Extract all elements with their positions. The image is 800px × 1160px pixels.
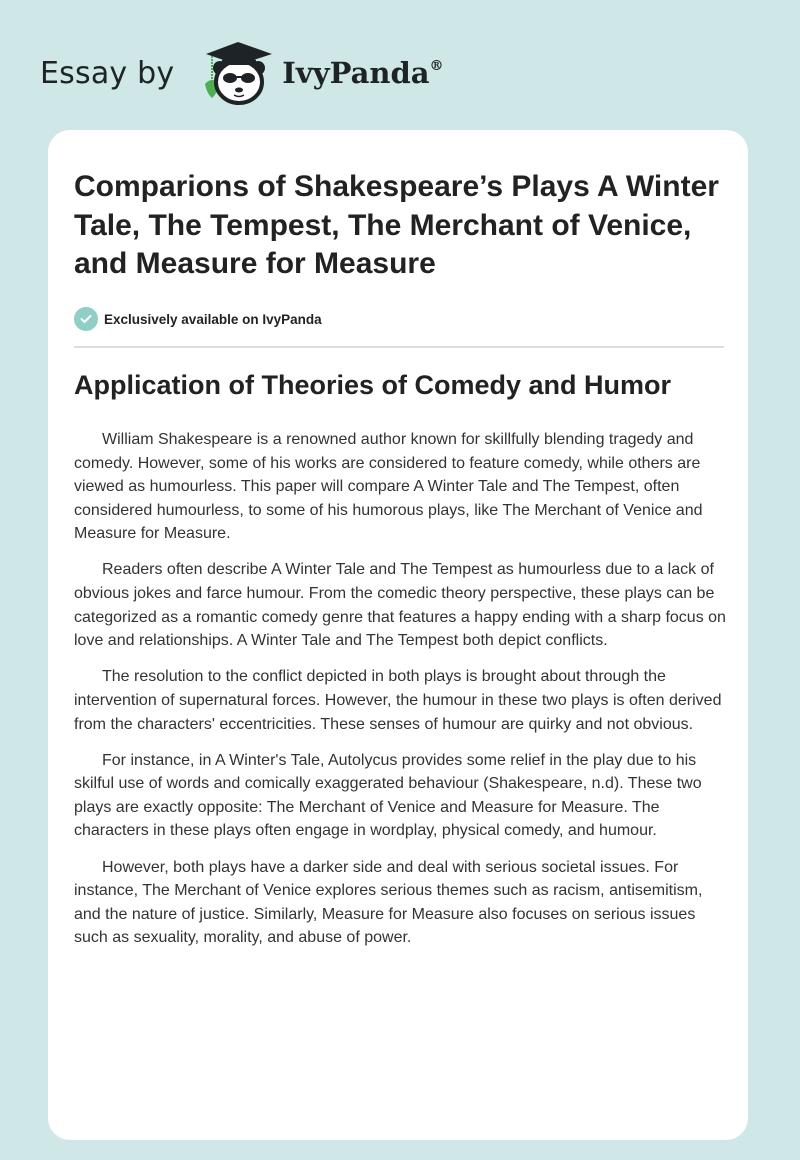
badge-label: Exclusively available on IvyPanda — [104, 311, 322, 327]
essay-title: Comparions of Shakespeare’s Plays A Winter Tale, The Tempest, The Merchant of Venice, and Measure for Measure — [74, 170, 719, 280]
section-heading: Application of Theories of Comedy and Humor — [74, 370, 672, 400]
brand-name[interactable] — [282, 56, 443, 90]
paragraph: However, both plays have a darker side and deal with serious societal issues. For instance, The Merchant of Venice explores serious themes such as racism, antisemitism, and the nature of justice. Similarly, Measure for Measure also focuses on serious issues such as sexuality, morality, and abuse of power. — [74, 858, 703, 947]
registered-mark: ® — [429, 58, 444, 74]
paragraph: William Shakespeare is a renowned author known for skillfully blending tragedy and comedy. However, some of his works are considered to feature comedy, while others are viewed as humourless. This paper will compare A Winter Tale and The Tempest, often considered humourless, to some of his humorous plays, like The Merchant of Venice and Measure for Measure. — [74, 431, 703, 543]
essay-card — [48, 130, 748, 1140]
brand-text: IvyPanda — [282, 56, 430, 90]
paragraph: The resolution to the conflict depicted in both plays is brought about through the intervention of supernatural forces. However, the humour in these two plays is often derived from the characters' eccentricities. These senses of humour are quirky and not obvious. — [74, 668, 722, 733]
exclusive-badge — [74, 307, 322, 331]
essay-by-label: Essay by — [40, 55, 175, 91]
paragraph: For instance, in A Winter's Tale, Autolycus provides some relief in the play due to his skilful use of words and comically exaggerated behaviour (Shakespeare, n.d). These two plays are exactly opposite: The Merchant of Venice and Measure for Measure. The characters in these plays often engage in wordplay, physical comedy, and humour. — [74, 751, 702, 840]
divider — [74, 346, 724, 348]
ivypanda-logo-icon[interactable] — [192, 38, 278, 108]
check-circle-icon — [74, 307, 98, 331]
essay-body — [74, 428, 726, 962]
paragraph: Readers often describe A Winter Tale and The Tempest as humourless due to a lack of obvious jokes and farce humour. From the comedic theory perspective, these plays can be categorized as a romantic comedy genre that features a happy ending with a sharp focus on love and relationships. A Winter Tale and The Tempest both depict conflicts. — [74, 561, 726, 650]
site-header — [40, 38, 444, 108]
